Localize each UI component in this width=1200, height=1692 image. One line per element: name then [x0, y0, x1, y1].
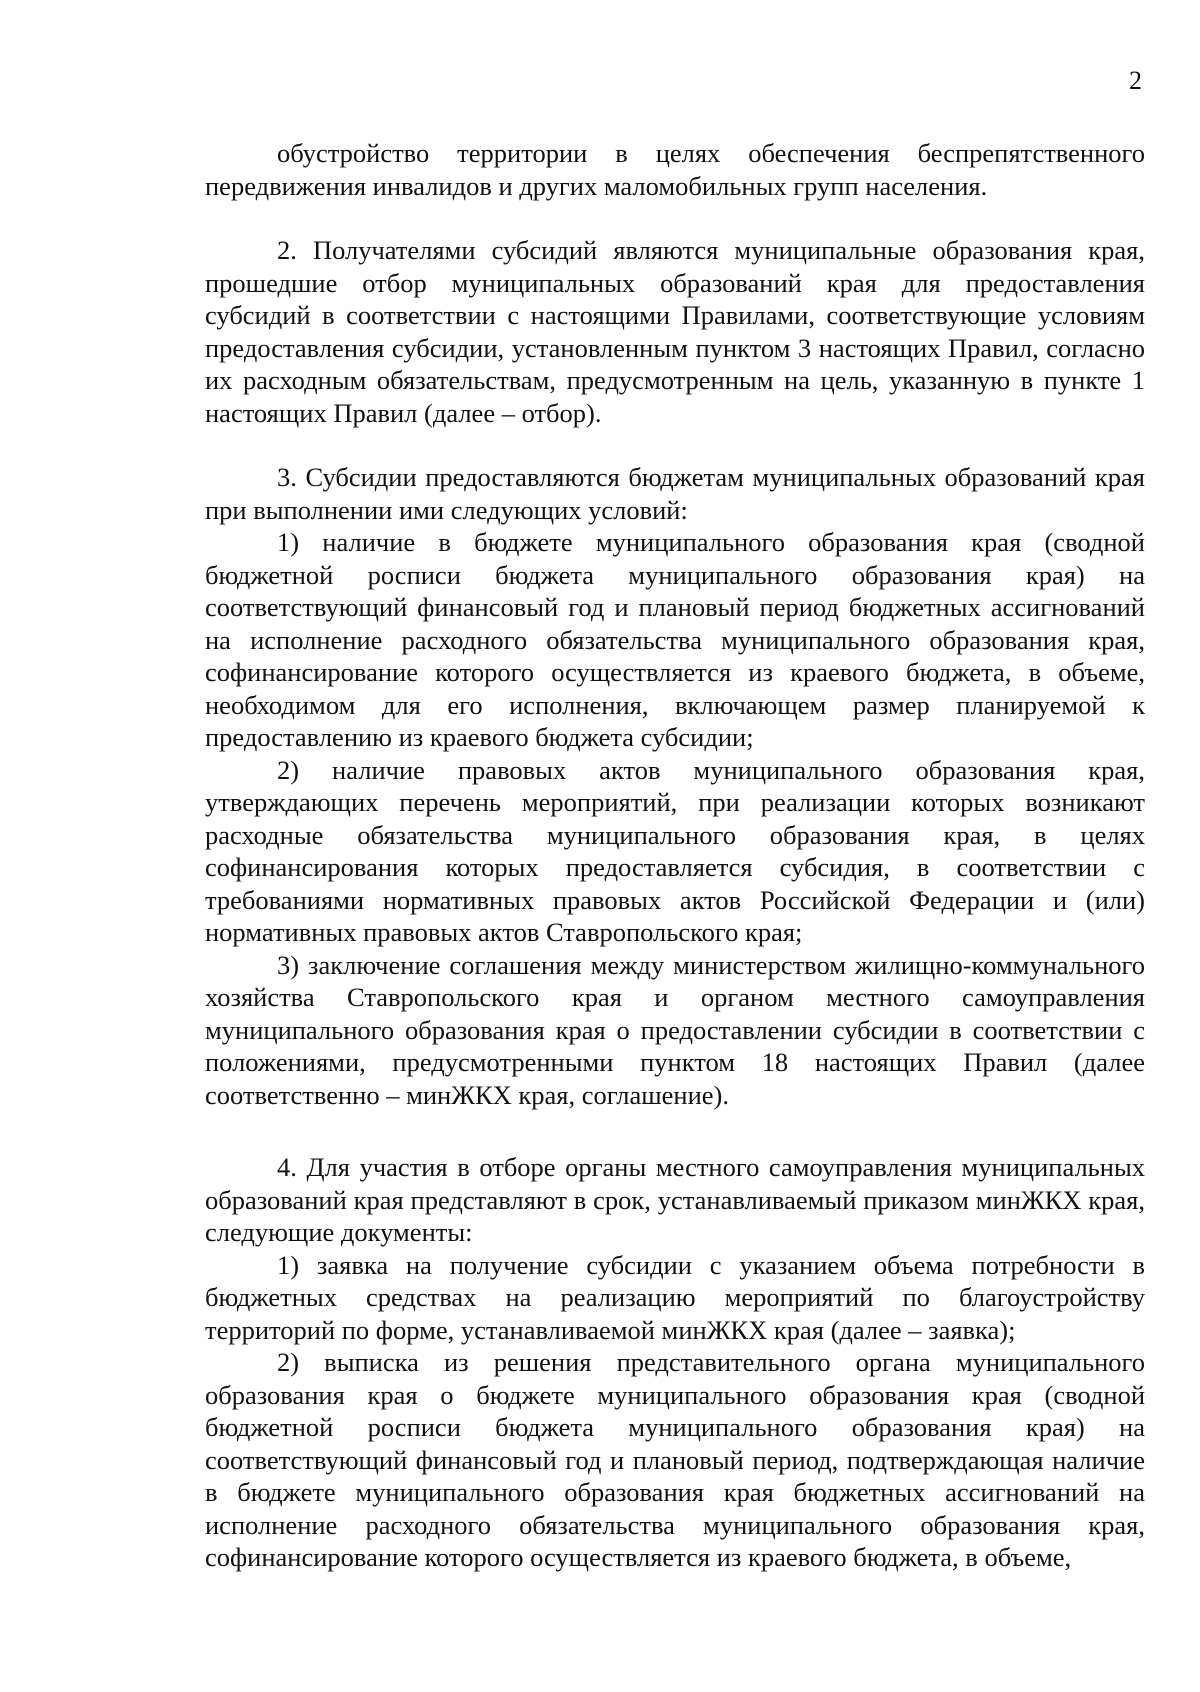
paragraph-3: 3. Субсидии предоставляются бюджетам муниципальных образований края при выполнении ими следующих условий:: [205, 462, 1145, 525]
paragraph-4: 4. Для участия в отборе органы местного самоуправления муниципальных образований края представляют в срок, устанавливаемый приказом минЖКХ края, следующие документы:: [205, 1152, 1145, 1247]
paragraph-3-item-3: 3) заключение соглашения между министерством жилищно-коммунального хозяйства Ставропольского края и органом местного самоуправления муниципального образования края о предоставлении субсидии в соответствии с положениями, предусмотренными пунктом 18 настоящих Правил (далее соответственно – минЖКХ края, соглашение).: [205, 949, 1145, 1110]
paragraph-3-item-1: 1) наличие в бюджете муниципального образования края (сводной бюджетной росписи бюджета муниципального образования края) на соответствующий финансовый год и плановый период бюджетных ассигнований на исполнение расходного обязательства муниципального образования края, софинансирование которого осуществляется из краевого бюджета, в объеме, необходимом для его исполнения, включающем размер планируемой к предоставлению из краевого бюджета субсидии;: [205, 527, 1145, 752]
paragraph-3-item-2: 2) наличие правовых актов муниципального образования края, утверждающих перечень мероприятий, при реализации которых возникают расходные обязательства муниципального образования края, в целях софинансирования которых предоставляется субсидия, в соответствии с требованиями нормативных правовых актов Российской Федерации и (или) нормативных правовых актов Ставропольского края;: [205, 754, 1145, 947]
document-body: [205, 137, 1145, 1574]
paragraph-continuation: обустройство территории в целях обеспечения беспрепятственного передвижения инвалидов и других маломобильных групп населения.: [205, 138, 1145, 201]
paragraph-4-item-2: 2) выписка из решения представительного органа муниципального образования края о бюджете муниципального образования края (сводной бюджетной росписи бюджета муниципального образования края) на соответствующий финансовый год и плановый период, подтверждающая наличие в бюджете муниципального образования края бюджетных ассигнований на исполнение расходного обязательства муниципального образования края, софинансирование которого осуществляется из краевого бюджета, в объеме,: [205, 1347, 1145, 1572]
paragraph-2: 2. Получателями субсидий являются муниципальные образования края, прошедшие отбор муниципальных образований края для предоставления субсидий в соответствии с настоящими Правилами, соответствующие условиям предоставления субсидии, установленным пунктом 3 настоящих Правил, согласно их расходным обязательствам, предусмотренным на цель, указанную в пункте 1 настоящих Правил (далее – отбор).: [205, 235, 1145, 428]
page-number: 2: [1129, 66, 1142, 95]
paragraph-4-item-1: 1) заявка на получение субсидии с указанием объема потребности в бюджетных средствах на реализацию мероприятий по благоустройству территорий по форме, устанавливаемой минЖКХ края (далее – заявка);: [205, 1249, 1145, 1345]
